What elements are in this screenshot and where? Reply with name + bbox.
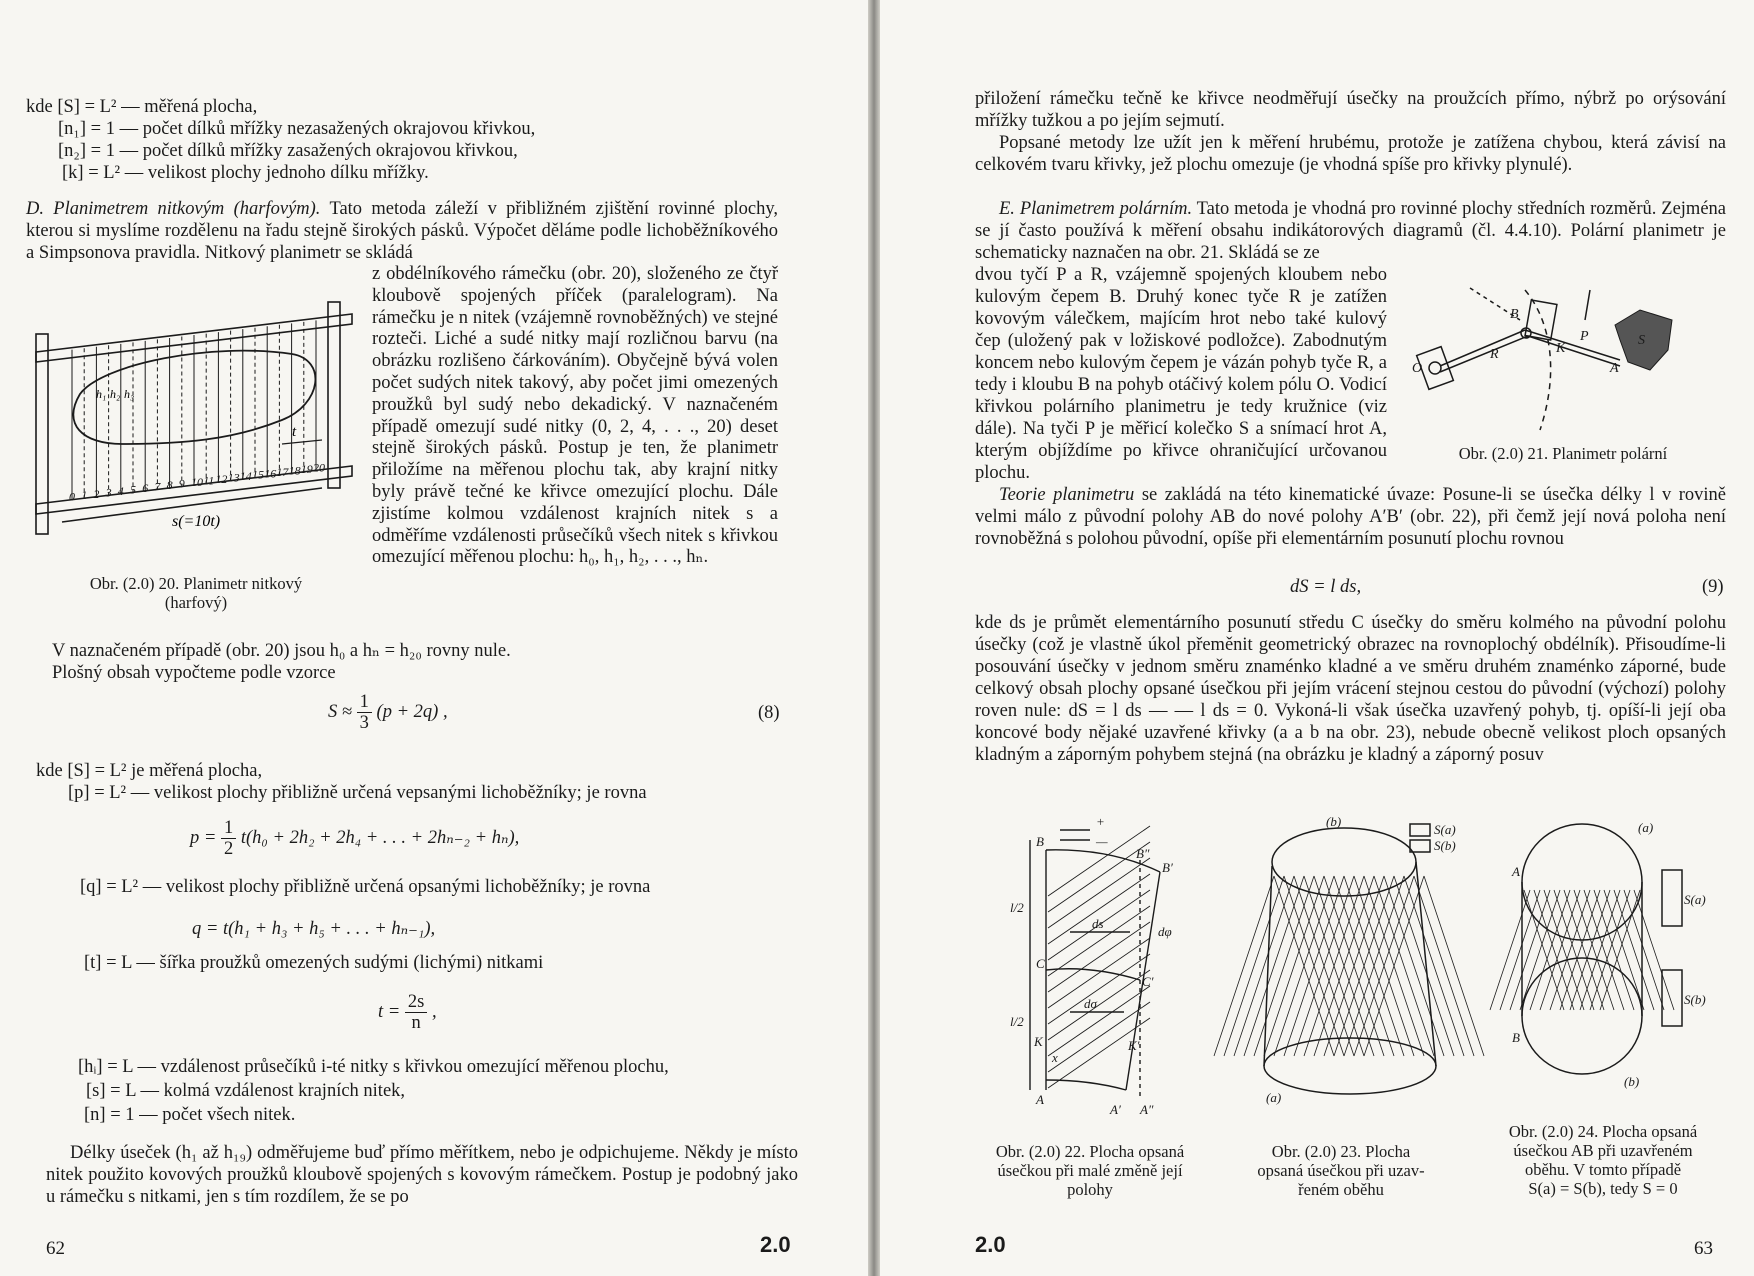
equation-t: t = $\frac{2s}{n}$ , [378,992,437,1033]
hatch-line [1490,890,1530,1010]
left-page [0,0,868,1276]
label-ds: ds [1092,916,1104,931]
label-A: A [1610,361,1619,376]
h2-label: h₂ [110,387,121,401]
label-minus: — [1096,834,1108,849]
label-l-half-2: l/2 [1010,1014,1024,1029]
label-plus: + [1096,814,1105,829]
label-B2: B″ [1136,846,1150,861]
label-B: B [1512,1030,1520,1045]
tick-label: 8 [166,477,173,492]
section-e-intro: E. Planimetrem polárním. Tato metoda je vhodná pro rovinné plochy středních rozměrů. Zejména se jí často používá k měření obsahu indikátorových diagramů (čl. 4.4.10). Polární planimetr je schematicky naznačen na obr. 21. Skládá se ze [975,199,1726,263]
tick-label: 2 [93,486,100,501]
h3-label: h₃ [124,387,135,401]
label-Sa: S(a) [1684,892,1706,907]
s-label: s(=10t) [172,513,221,530]
label-l-half-1: l/2 [1010,900,1024,915]
figure-24-caption: Obr. (2.0) 24. Plocha opsaná úsečkou AB při uzavřeném oběhu. V tomto případě S(a) = S(b), tedy S = 0 [1508,1122,1698,1198]
paragraph-methods: Popsané metody lze užít jen k měření hrubému, protože je zatížena chybou, která závisí na celkovém tvaru křivky, jež plochu omezuje (je vhodná spíše pro křivky plynulé). [975,133,1726,175]
tick-label: 11 [203,473,215,488]
final-paragraph-left: Délky úseček (h₁ až h₁₉) odměřujeme buď přímo měřítkem, nebo je odpichujeme. Někdy je místo nitek použito kovových proužků kloubově spojených s kovovým rámečkem. Postup je podobný jako u rámečku s nitkami, jen s tím rozdílem, že se po [46,1143,798,1207]
tick-label: 4 [117,483,124,498]
hatch-line [1224,876,1284,1056]
hatch-line [1244,876,1304,1056]
def-row: [q] = L² — velikost plochy přibližně určená opsanými lichoběžníky; je rovna [80,877,651,897]
chapter-mark-left: 2.0 [760,1232,791,1257]
def-row: [p] = L² — velikost plochy přibližně určená vepsanými lichoběžníky; je rovna [68,783,647,803]
h1-label: h₁ [96,387,107,401]
tick-label: 19 [300,461,313,476]
paragraph-continuation: přiložení rámečku tečně ke křivce neodměřují úsečky na proužcích přímo, nýbrž po orýsování mřížky tužkou a po jejím sejmutí. [975,89,1726,131]
def-row: [hᵢ] = L — vzdálenost průsečíků i-té nitky s křivkou omezující měřenou plochu, [78,1057,669,1077]
label-A1: A′ [1110,1102,1121,1117]
hatch-line [1048,954,1150,1024]
equation-9: dS = l ds, [1290,577,1362,597]
tick-label: 10 [191,475,203,490]
chapter-mark-right: 2.0 [975,1232,1006,1257]
section-d-intro: D. Planimetrem nitkovým (harfovým). Tato metoda záleží v přibližném zjištění rovinné plochy, kterou si myslíme rozdělenu na řadu stejně širokých pásků. Výpočet děláme podle lichoběžníkového a Simpsonova pravidla. Nitkový planimetr se skládá [26,199,779,263]
section-d-heading: D. Planimetrem nitkovým (harfovým). [26,199,321,219]
section-e-side-text: dvou tyčí P a R, vzájemně spojených kloubem nebo kulovým čepem B. Druhý konec tyče R je zatížen kovovým válečkem, majícím hrot nebo také kulový čep (uložený pak v ložiskové podložce). Zabodnutým koncem nebo kulovým čepem je vázán pohyb tyče R, a tedy i kloubu B na pohyb otáčivý kolem pólu O. Vodicí křivkou polárního planimetru je tedy kružnice (viz dále). Na tyči P je měřicí kolečko S a snímací hrot A, kterým objíždíme po křivce ohraničující určovanou plochu. [975,265,1387,483]
hatch-line [1254,876,1314,1056]
tick-label: 13 [227,470,240,485]
tick-label: 20 [313,460,325,475]
label-A: A [1512,864,1520,879]
label-Sb: S(b) [1434,838,1456,853]
label-B: B [1510,307,1519,322]
label-dsigma: dσ [1084,996,1097,1011]
label-A2: A″ [1140,1102,1154,1117]
tick-label: 12 [215,472,228,487]
label-K: K [1034,1034,1043,1049]
def-row: [t] = L — šířka proužků omezených sudými (lichými) nitkami [84,953,544,973]
label-a: (a) [1638,820,1654,835]
def-row: [n] = 1 — počet všech nitek. [84,1105,296,1125]
equation-8-number: (8) [758,703,780,723]
tick-label: 7 [154,479,161,494]
page-number-left: 62 [46,1238,65,1259]
label-B: B [1036,834,1044,849]
figure-23-caption: Obr. (2.0) 23. Plocha opsaná úsečkou při uzav- řeném oběhu [1257,1142,1425,1199]
equation-8: S ≈ $\frac{1}{3}$ (p + 2q) , [328,692,448,733]
figure-24-closed-motion-segment [1512,820,1712,1090]
figure-22-caption: Obr. (2.0) 22. Plocha opsaná úsečkou při malé změně její polohy [995,1142,1185,1199]
tick-label: 14 [239,469,252,484]
hatch-line [1048,1018,1150,1088]
hatch-line [1624,890,1664,1010]
hatch-line [1404,876,1464,1056]
hatch-line [1264,876,1324,1056]
tick-label: 3 [105,485,112,500]
hatch-line [1414,876,1474,1056]
hatch-line [1384,876,1444,1056]
book-gutter [868,0,880,1276]
def-row: [n₂] = 1 — počet dílků mřížky zasažených okrajovou křivkou, [58,141,518,161]
hatch-line [1394,876,1454,1056]
hatch-line [1634,890,1674,1010]
figure-20-harp-planimeter [22,294,362,562]
paragraph-theory: Teorie planimetru se zakládá na této kinematické úvaze: Posune-li se úsečka délky l v rovině velmi málo z původní polohy AB do nové polohy A′B′ (obr. 22), při čemž její nová poloha není rovnoběžná s polohou původní, opíše při elementárním posunutí plochu rovnou [975,485,1727,549]
text-after-fig20-1: V naznačeném případě (obr. 20) jsou h₀ a hₙ = h₂₀ rovny nule. [52,641,511,661]
def-row: [s] = L — kolmá vzdálenost krajních nitek, [86,1081,406,1101]
hatch-line [1048,970,1150,1040]
label-C1: C′ [1142,974,1154,989]
tick-label: 9 [178,476,185,491]
label-x: x [1052,1050,1058,1065]
def-row: [n₁] = 1 — počet dílků mřížky nezasažených okrajovou křivkou, [58,119,536,139]
tick-label: 18 [288,463,301,478]
label-b: (b) [1624,1074,1640,1089]
tick-label: 1 [81,488,88,503]
tick-label: 6 [142,480,149,495]
label-O: O [1412,361,1423,376]
label-K1: K′ [1128,1038,1140,1053]
figure-23-closed-motion-cone [1254,816,1494,1106]
label-B1: B′ [1162,860,1173,875]
tick-label: 5 [130,482,136,497]
right-page [880,0,1754,1276]
text-after-fig20-2: Plošný obsah vypočteme podle vzorce [52,663,336,683]
tick-label: 0 [69,489,75,504]
label-a: (a) [1266,1090,1282,1105]
t-label: t [292,424,297,440]
label-S: S [1638,333,1645,348]
label-b: (b) [1326,814,1342,829]
page-number-right: 63 [1694,1238,1713,1259]
equation-q: q = t(h₁ + h₃ + h₅ + . . . + hₙ₋₁), [192,919,436,939]
hatch-line [1374,876,1434,1056]
tick-label: 16 [264,466,277,481]
hatch-line [1500,890,1540,1010]
paragraph-closed-motion: kde ds je průmět elementárního posunutí středu C úsečky do směru kolmého na původní polohu úsečky (což je vlastně úkol přeměnit geometrický obrazec na rovnoplochý obdélník). Přisoudíme-li posouvání úsečky v jednom směru znaménko kladné a ve směru druhém znaménko záporné, bude celkový obsah plochy opsané úsečkou při jejím vrácení stejnou cestou do původní (výchozí) polohy roven nule: dS = l ds — — l ds = 0. Vykoná-li však úsečka uzavřený pohyb, tj. opíší-li její oba koncové body nějaké uzavřené křivky (a a b na obr. 23), nebude obecně velikost ploch opsaných kladným a záporným pohybem stejná (na obrázku je kladný a záporný posuv [975,613,1726,765]
hatch-line [1234,876,1294,1056]
tick-label: 15 [252,467,264,482]
figure-20-caption: Obr. (2.0) 20. Planimetr nitkový (harfový) [89,574,303,612]
figure-21-caption: Obr. (2.0) 21. Planimetr polární [1458,444,1668,463]
figure-22-area-swept [1000,800,1190,1130]
tick-label: 17 [276,464,289,479]
theory-heading: Teorie planimetru [999,485,1135,505]
label-C: C [1036,956,1045,971]
def-row: kde [S] = L² je měřená plocha, [36,761,263,781]
equation-p: p = $\frac{1}{2}$ t(h₀ + 2h₂ + 2h₄ + . . . + 2hₙ₋₂ + hₙ), [190,818,520,859]
label-K: K [1556,341,1566,356]
label-Sb: S(b) [1684,992,1706,1007]
label-A: A [1036,1092,1044,1107]
label-R: R [1490,347,1499,362]
section-d-side-text: z obdélníkového rámečku (obr. 20), složeného ze čtyř kloubově spojených příček (paralelogram). Na rámečku je n nitek (vzájemně rovnoběžných) ve stejné rozteči. Liché a sudé nitky mají rozličnou barvu (na obrázku rozlišeno čárkováním). Obyčejně bývá volen počet sudých nitek takový, aby počet jimi omezených proužků byl sudý nebo dekadický. V naznačeném případě omezují sudé nitky (0, 2, 4, . . ., 20) deset stejně širokých pásků. Postup je ten, že planimetr přiložíme na měřenou plochu tak, aby krajní nitky byly právě tečné ke křivce omezující plochu. Dále zjistíme kolmou vzdálenost krajních nitek s a odměříme vzdálenosti průsečíků všech nitek s křivkou omezující měřenou plochu: h₀, h₁, h₂, . . ., hₙ. [372,264,778,568]
def-row: kde [S] = L² — měřená plocha, [26,97,258,117]
hatch-line [1048,874,1150,944]
section-e-heading: E. Planimetrem polárním. [999,199,1193,219]
def-row: [k] = L² — velikost plochy jednoho dílku mřížky. [62,163,429,183]
label-P: P [1580,329,1589,344]
label-dphi: dφ [1158,924,1172,939]
equation-9-number: (9) [1702,577,1724,597]
figure-21-polar-planimeter [1410,280,1730,430]
hatch-line [1048,938,1150,1008]
label-Sa: S(a) [1434,822,1456,837]
